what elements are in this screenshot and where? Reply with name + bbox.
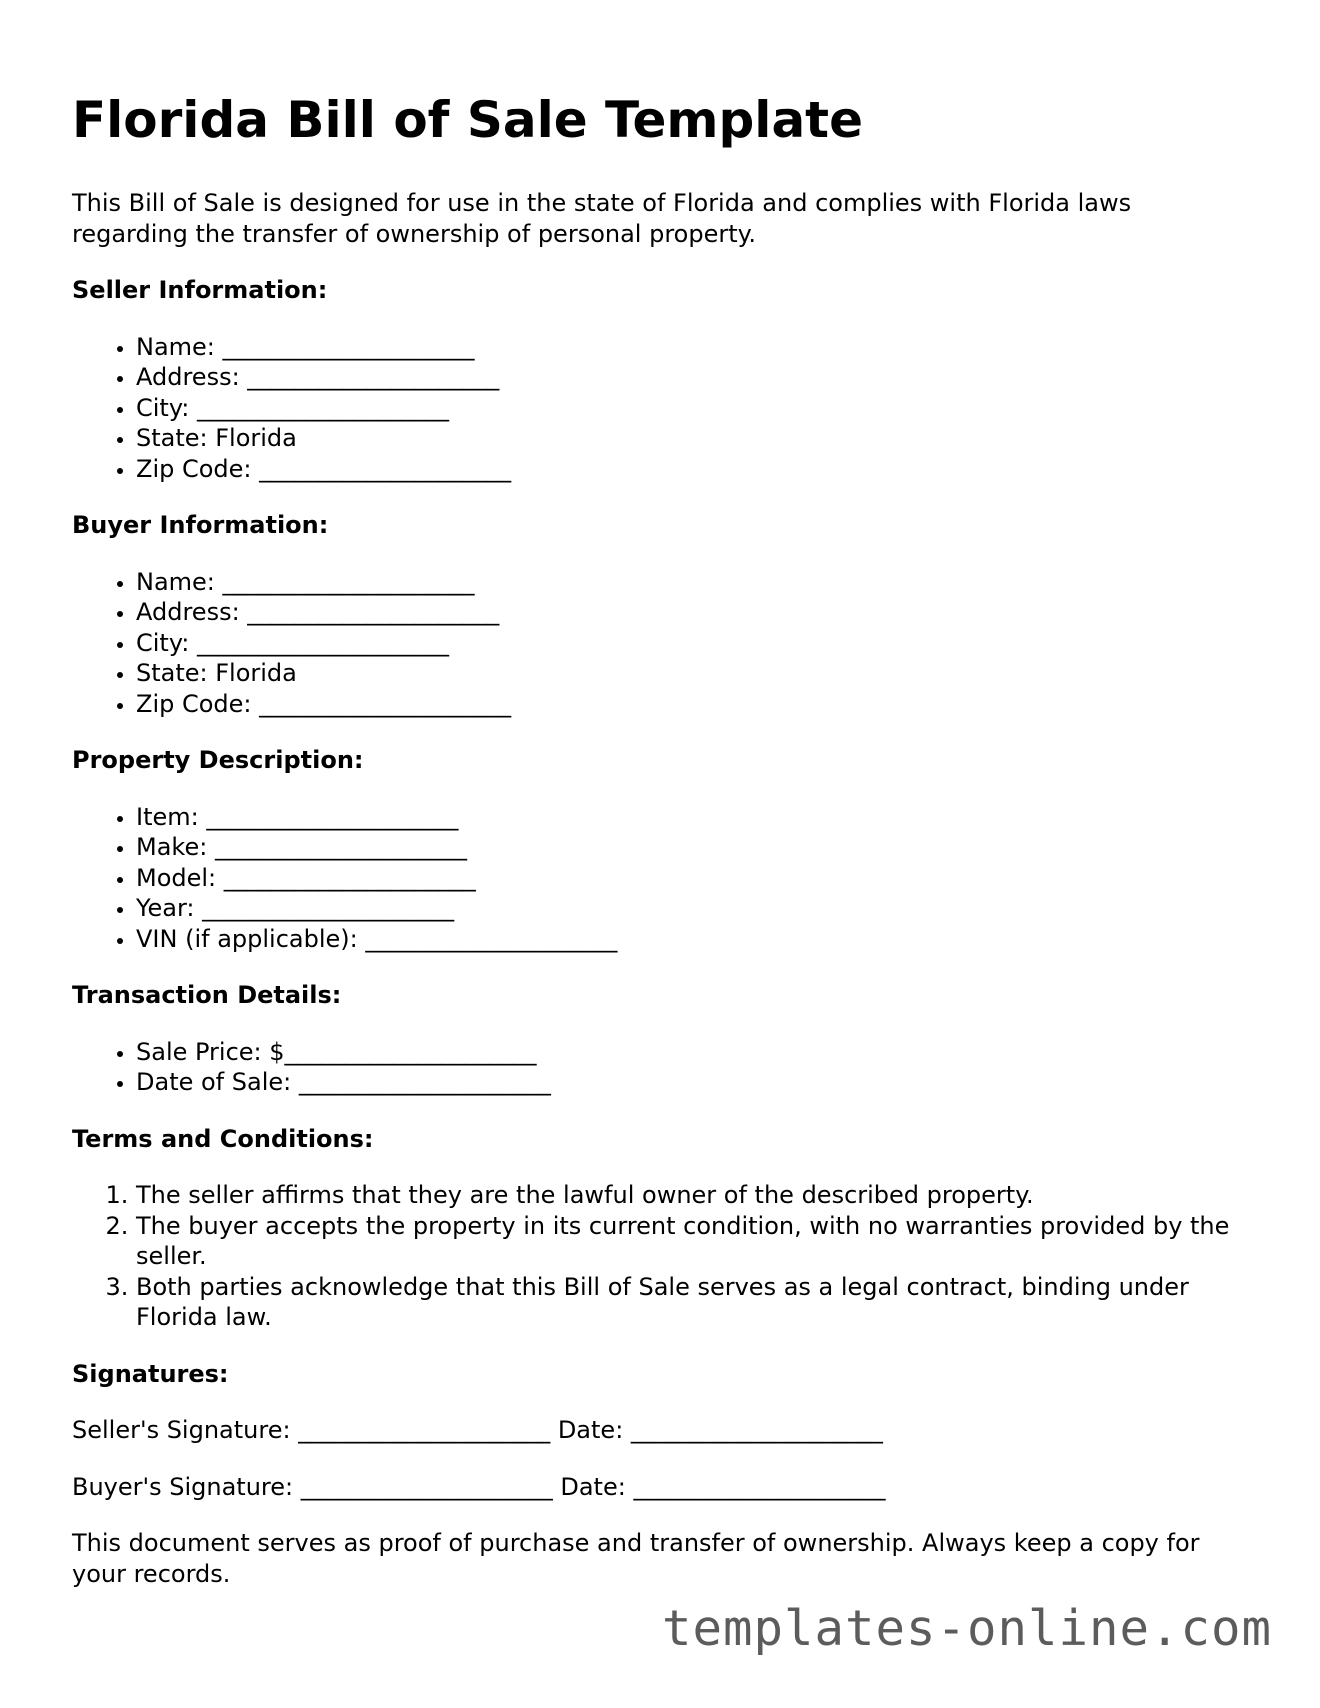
seller-name-field: • Name: _____________________ (136, 332, 1252, 363)
document-page (72, 80, 1252, 1615)
seller-heading: Seller Information: (72, 276, 328, 304)
signatures-heading: Signatures: (72, 1359, 229, 1388)
property-heading: Property Description: (72, 746, 364, 774)
watermark: templates-online.com (661, 1600, 1272, 1657)
intro-paragraph: This Bill of Sale is designed for use in the state of Florida and complies with Florida laws regarding the transfer of ownership of personal property. (72, 189, 1132, 248)
sale-price-field: • Sale Price: $_____________________ (136, 1037, 1252, 1068)
buyer-signature-line: Buyer's Signature: _____________________ Date: _____________________ (72, 1472, 886, 1501)
page-title: Florida Bill of Sale Template (72, 91, 863, 149)
transaction-heading: Transaction Details: (72, 981, 342, 1009)
buyer-state-field: • State: Florida (136, 658, 1252, 689)
term-item: 3. Both parties acknowledge that this Bill of Sale serves as a legal contract, binding under Florida law. (136, 1272, 1252, 1333)
buyer-city-field: • City: _____________________ (136, 628, 1252, 659)
transaction-list (72, 1037, 1252, 1098)
property-year-field: • Year: _____________________ (136, 893, 1252, 924)
terms-heading: Terms and Conditions: (72, 1124, 374, 1153)
property-item-field: • Item: _____________________ (136, 802, 1252, 833)
seller-city-field: • City: _____________________ (136, 393, 1252, 424)
property-model-field: • Model: _____________________ (136, 863, 1252, 894)
term-item: 2. The buyer accepts the property in its current condition, with no warranties provided by the seller. (136, 1211, 1252, 1272)
terms-list (72, 1180, 1252, 1333)
buyer-list (72, 567, 1252, 720)
seller-signature-line: Seller's Signature: _____________________ Date: _____________________ (72, 1416, 883, 1444)
buyer-heading: Buyer Information: (72, 511, 329, 539)
property-list (72, 802, 1252, 955)
buyer-address-field: • Address: _____________________ (136, 597, 1252, 628)
seller-zip-field: • Zip Code: _____________________ (136, 454, 1252, 485)
seller-list (72, 332, 1252, 485)
buyer-name-field: • Name: _____________________ (136, 567, 1252, 598)
buyer-zip-field: • Zip Code: _____________________ (136, 689, 1252, 720)
property-make-field: • Make: _____________________ (136, 832, 1252, 863)
term-item: 1. The seller affirms that they are the lawful owner of the described property. (136, 1180, 1252, 1211)
closing-paragraph: This document serves as proof of purchase and transfer of ownership. Always keep a copy for your records. (72, 1529, 1200, 1588)
sale-date-field: • Date of Sale: _____________________ (136, 1067, 1252, 1098)
property-vin-field: • VIN (if applicable): _____________________ (136, 924, 1252, 955)
seller-state-field: • State: Florida (136, 423, 1252, 454)
seller-address-field: • Address: _____________________ (136, 362, 1252, 393)
